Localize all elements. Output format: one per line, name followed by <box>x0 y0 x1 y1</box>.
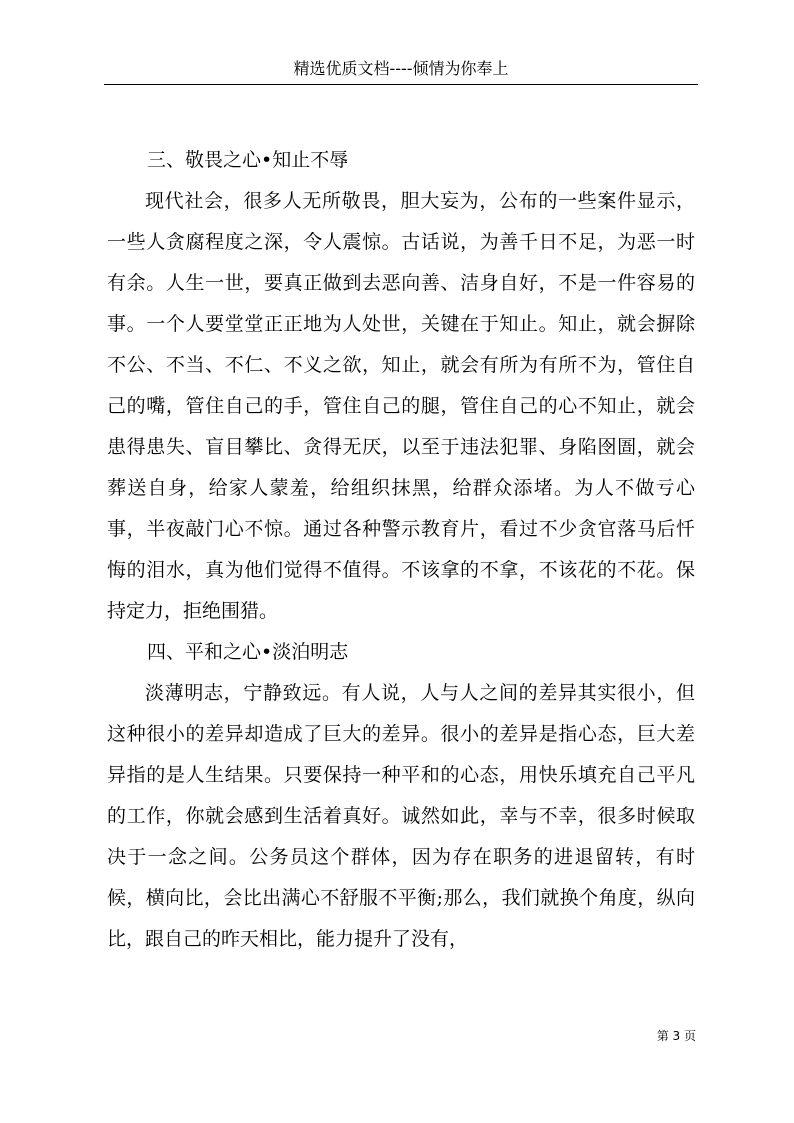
header-title: 精选优质文档----倾情为你奉上 <box>293 59 509 78</box>
paragraph-4: 淡薄明志，宁静致远。有人说，人与人之间的差异其实很小，但这种很小的差异却造成了巨大的差异。很小的差异是指心态，巨大差异指的是人生结果。只要保持一种平和的心态，用快乐填充自己平凡的工作，你就会感到生活着真好。诚然如此，幸与不幸，很多时候取决于一念之间。公务员这个群体，因为存在职务的进退留转，有时候，横向比，会比出满心不舒服不平衡;那么，我们就换个角度，纵向比，跟自己的昨天相比，能力提升了没有， <box>107 682 695 950</box>
section-heading-3: 三、敬畏之心•知止不辱 <box>147 149 349 171</box>
section-heading-4: 四、平和之心•淡泊明志 <box>147 641 349 663</box>
paragraph-3: 现代社会，很多人无所敬畏，胆大妄为，公布的一些案件显示，一些人贪腐程度之深，令人震惊。古话说，为善千日不足，为恶一时有余。人生一世，要真正做到去恶向善、洁身自好，不是一件容易的事。一个人要堂堂正正地为人处世，关键在于知止。知止，就会摒除不公、不当、不仁、不义之欲，知止，就会有所为有所不为，管住自己的嘴，管住自己的手，管住自己的腿，管住自己的心不知止，就会患得患失、盲目攀比、贪得无厌，以至于违法犯罪、身陷囹圄，就会葬送自身，给家人蒙羞，给组织抹黑，给群众添堵。为人不做亏心事，半夜敲门心不惊。通过各种警示教育片，看过不少贪官落马后忏悔的泪水，真为他们觉得不值得。不该拿的不拿，不该花的不花。保持定力，拒绝围猎。 <box>107 190 695 622</box>
document-body <box>107 140 695 960</box>
page-number: 第 3 页 <box>656 1029 696 1043</box>
page-header <box>104 58 698 85</box>
